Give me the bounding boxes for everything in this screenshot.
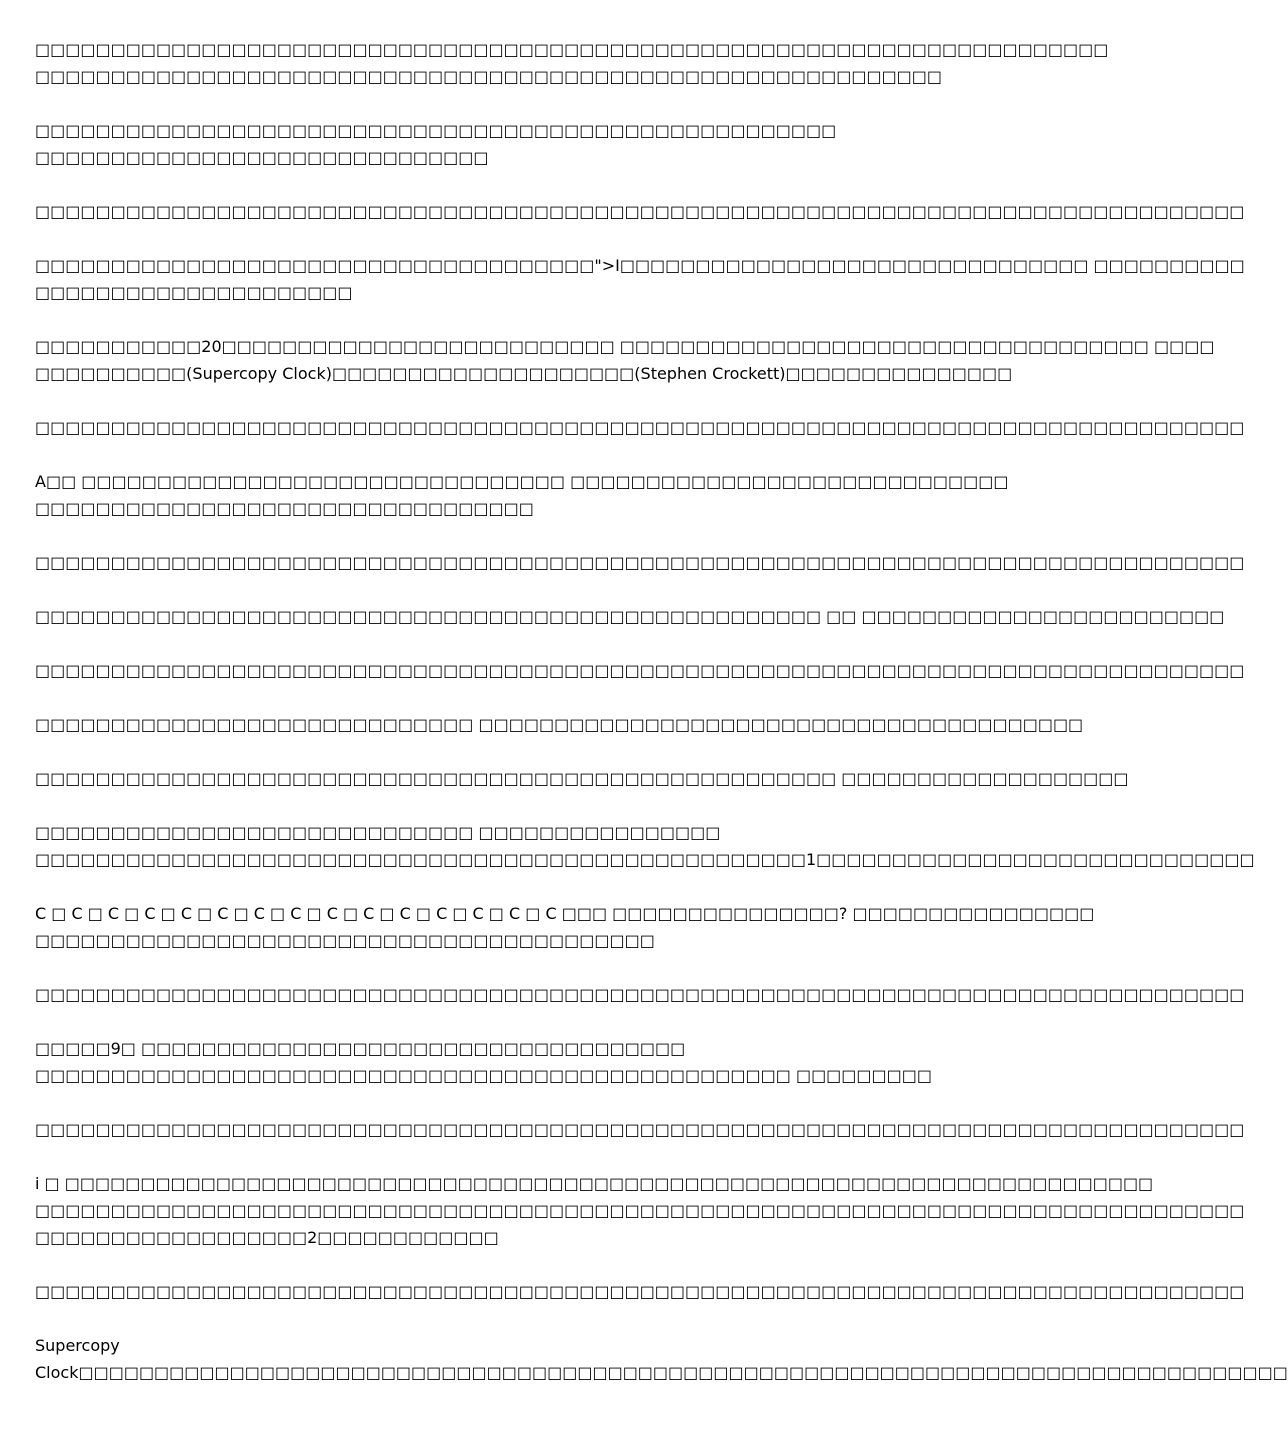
paragraph-11: □□□□□□□□□□□□□□□□□□□□□□□□□□□□□ □□□□□□□□□□□□□□□□□□□□□□□□□□□□□□□□□□□□□□□□ [35, 715, 1084, 734]
paragraph-7: A□□ □□□□□□□□□□□□□□□□□□□□□□□□□□□□□□□□ □□□□□□□□□□□□□□□□□□□□□□□□□□□□□ □□□□□□□□□□□□□□□□□□□□□□□□□□□□□□□□□ [35, 472, 1009, 518]
paragraph-20: Supercopy Clock□□□□□□□□□□□□□□□□□□□□□□□□□□□□□□□□□□□□□□□□□□□□□□□□□□□□□□□□□□□□□□□□□□□□□□□□□□□□□□□□ [35, 1336, 1288, 1382]
paragraph-9: □□□□□□□□□□□□□□□□□□□□□□□□□□□□□□□□□□□□□□□□□□□□□□□□□□□□ □□ □□□□□□□□□□□□□□□□□□□□□□□□ [35, 607, 1225, 626]
paragraph-14: C □ C □ C □ C □ C □ C □ C □ C □ C □ C □ C □ C □ C □ C □ C □□□ □□□□□□□□□□□□□□□? □□□□□□□□□□□□□□□□ □□□□□□□□□□□□□□□□□□□□□□□□□□□□□□□□□□□□□□□□□ [35, 904, 1095, 950]
paragraph-15: □□□□□□□□□□□□□□□□□□□□□□□□□□□□□□□□□□□□□□□□□□□□□□□□□□□□□□□□□□□□□□□□□□□□□□□□□□□□□□□□ [35, 985, 1245, 1004]
paragraph-16: □□□□□9□ □□□□□□□□□□□□□□□□□□□□□□□□□□□□□□□□□□□□ □□□□□□□□□□□□□□□□□□□□□□□□□□□□□□□□□□□□□□□□□□□□□□□□□□ □□□□□□□□□ [35, 1039, 932, 1085]
paragraph-5: □□□□□□□□□□□20□□□□□□□□□□□□□□□□□□□□□□□□□□ □□□□□□□□□□□□□□□□□□□□□□□□□□□□□□□□□□□ □□□□ □□□□□□□□□□(Supercopy Clock)□□□□□□□□□□□□□□□□□□□□(Stephen Crockett)□□□□□□□□□□□□□□□ [35, 337, 1215, 383]
paragraph-6: □□□□□□□□□□□□□□□□□□□□□□□□□□□□□□□□□□□□□□□□□□□□□□□□□□□□□□□□□□□□□□□□□□□□□□□□□□□□□□□□ [35, 418, 1245, 437]
paragraph-18: i □ □□□□□□□□□□□□□□□□□□□□□□□□□□□□□□□□□□□□□□□□□□□□□□□□□□□□□□□□□□□□□□□□□□□□□□□□ □□□□□□□□□□□□□□□□□□□□□□□□□□□□□□□□□□□□□□□□□□□□□□□□□□□□□□□□□□□□□□□□□□□□□□□□□□□□□□□□ □□□□□□□□□□□□□□□□□□2□□□□□□□□□□□□ [35, 1174, 1245, 1247]
paragraph-4: □□□□□□□□□□□□□□□□□□□□□□□□□□□□□□□□□□□□□">I□□□□□□□□□□□□□□□□□□□□□□□□□□□□□□□ □□□□□□□□□□ □□□□□□□□□□□□□□□□□□□□□ [35, 256, 1245, 302]
paragraph-13: □□□□□□□□□□□□□□□□□□□□□□□□□□□□□ □□□□□□□□□□□□□□□□ □□□□□□□□□□□□□□□□□□□□□□□□□□□□□□□□□□□□□□□□□□□□□□□□□□□1□□□□□□□□□□□□□□□□□□□□□□□□□□□□□ [35, 823, 1255, 869]
paragraph-2: □□□□□□□□□□□□□□□□□□□□□□□□□□□□□□□□□□□□□□□□□□□□□□□□□□□□□ □□□□□□□□□□□□□□□□□□□□□□□□□□□□□□ [35, 121, 837, 167]
document-body [35, 36, 1288, 1413]
paragraph-12: □□□□□□□□□□□□□□□□□□□□□□□□□□□□□□□□□□□□□□□□□□□□□□□□□□□□□ □□□□□□□□□□□□□□□□□□□ [35, 769, 1129, 788]
paragraph-1: □□□□□□□□□□□□□□□□□□□□□□□□□□□□□□□□□□□□□□□□□□□□□□□□□□□□□□□□□□□□□□□□□□□□□□□ □□□□□□□□□□□□□□□□□□□□□□□□□□□□□□□□□□□□□□□□□□□□□□□□□□□□□□□□□□□□ [35, 40, 1109, 86]
paragraph-17: □□□□□□□□□□□□□□□□□□□□□□□□□□□□□□□□□□□□□□□□□□□□□□□□□□□□□□□□□□□□□□□□□□□□□□□□□□□□□□□□ [35, 1120, 1245, 1139]
paragraph-8: □□□□□□□□□□□□□□□□□□□□□□□□□□□□□□□□□□□□□□□□□□□□□□□□□□□□□□□□□□□□□□□□□□□□□□□□□□□□□□□□ [35, 553, 1245, 572]
paragraph-10: □□□□□□□□□□□□□□□□□□□□□□□□□□□□□□□□□□□□□□□□□□□□□□□□□□□□□□□□□□□□□□□□□□□□□□□□□□□□□□□□ [35, 661, 1245, 680]
paragraph-19: □□□□□□□□□□□□□□□□□□□□□□□□□□□□□□□□□□□□□□□□□□□□□□□□□□□□□□□□□□□□□□□□□□□□□□□□□□□□□□□□ [35, 1282, 1245, 1301]
paragraph-3: □□□□□□□□□□□□□□□□□□□□□□□□□□□□□□□□□□□□□□□□□□□□□□□□□□□□□□□□□□□□□□□□□□□□□□□□□□□□□□□□ [35, 202, 1245, 221]
